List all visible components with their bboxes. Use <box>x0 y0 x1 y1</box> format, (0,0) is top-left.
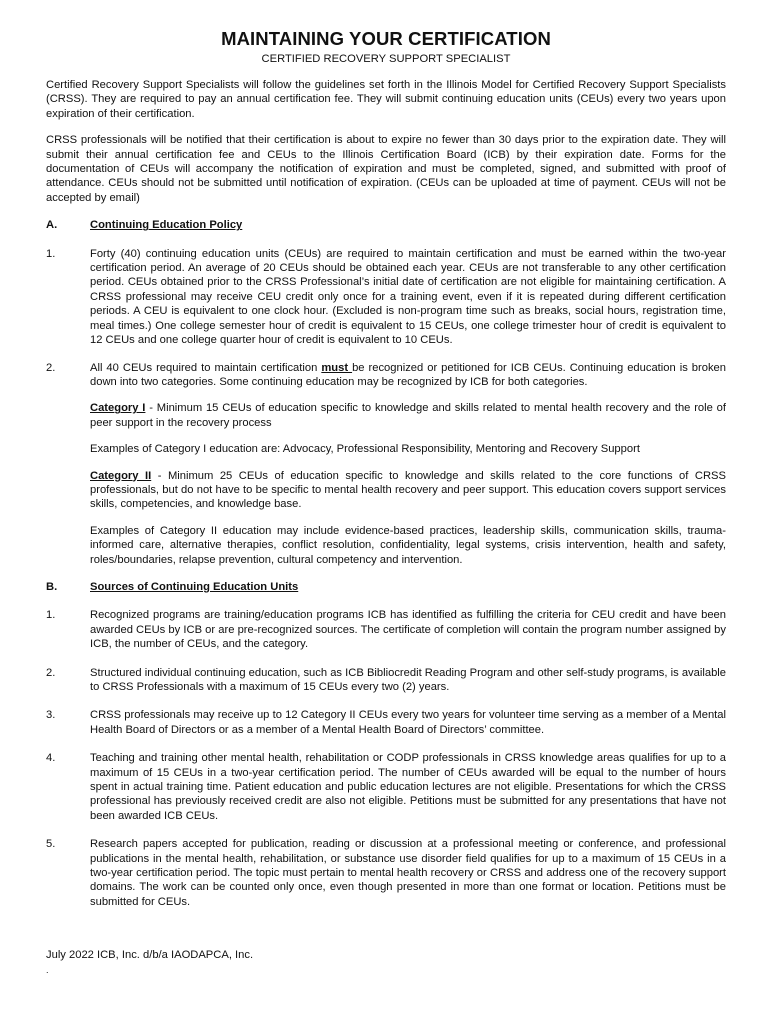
list-item-number: 4. <box>46 752 56 765</box>
list-item-text: Recognized programs are training/education programs ICB has identified as fulfilling the criteria for CEU credit and have been awarded CEUs by ICB or are pre-recognized sources. The certificate of completion will contain the program number assigned by ICB, the number of CEUs, and the category. <box>90 609 726 651</box>
list-item-number: 1. <box>46 609 56 622</box>
list-item <box>46 608 726 651</box>
emphasis-must: must <box>321 361 353 374</box>
list-item-number: 2. <box>46 666 56 679</box>
document-page <box>46 28 726 909</box>
section-b-title: Sources of Continuing Education Units <box>90 580 299 593</box>
section-b-heading <box>46 580 726 594</box>
category-2-text: - Minimum 25 CEUs of education specific to knowledge and skills related to the core functions of CRSS professionals, but do not have to be specific to mental health recovery and peer support. This education covers support services skills, competencies, and knowledge base. <box>90 469 726 511</box>
section-b-letter: B. <box>46 580 58 593</box>
category-1-paragraph <box>90 401 726 430</box>
category-1-text: - Minimum 15 CEUs of education specific to knowledge and skills related to mental health recovery and the role of peer support in the recovery process <box>90 402 726 429</box>
list-item <box>46 751 726 823</box>
category-2-examples: Examples of Category II education may include evidence-based practices, leadership skills, communication skills, trauma-informed care, alternative therapies, conflict resolution, confidentiality, legal systems, crisis intervention, health and safety, roles/boundaries, relapse prevention, cultural competency and intervention. <box>90 524 726 566</box>
list-item-number: 3. <box>46 709 56 722</box>
section-a-title: Continuing Education Policy <box>90 219 243 232</box>
page-title: MAINTAINING YOUR CERTIFICATION <box>221 28 551 49</box>
list-item <box>46 361 726 390</box>
section-a-heading <box>46 218 726 232</box>
list-item-text: Forty (40) continuing education units (CEUs) are required to maintain certification and must be earned within the two-year certification period. An average of 20 CEUs should be obtained each year. CEUs are not transferable to any other certification period. CEUs obtained prior to the CRSS Professional’s initial date of certification are not eligible for maintaining certification. A CRSS professional may receive CEU credit only once for a training event, even if it is repeated during different certification periods. A CEU is equivalent to one clock hour. (Excluded is non-program time such as breaks, social hours, registration time, meal times.) One college semester hour of credit is equivalent to 15 CEUs, one college trimester hour of credit is equivalent to 12 CEUs and one college quarter hour of credit is equivalent to 10 CEUs. <box>90 247 726 347</box>
list-item-text: Structured individual continuing education, such as ICB Bibliocredit Reading Program and other self-study programs, is available to CRSS Professionals with a maximum of 15 CEUs every two (2) years. <box>90 666 726 693</box>
category-2-label: Category II <box>90 469 152 482</box>
page-footer: July 2022 ICB, Inc. d/b/a IAODAPCA, Inc. <box>46 949 254 961</box>
list-item <box>46 708 726 737</box>
list-item-number: 2. <box>46 361 56 374</box>
list-item-number: 5. <box>46 838 56 851</box>
list-item-text: Research papers accepted for publication, reading or discussion at a professional meeting or conference, and professional publications in the mental health, rehabilitation, or substance use disorder field qualifies for up to a maximum of 15 CEUs in a two-year certification period. The topic must pertain to mental health recovery or CRSS and address one of the recovery support domains. The work can be counted only once, even though presented in more than one format or location. Petitions must be submitted for CEUs. <box>90 838 726 908</box>
list-item <box>46 247 726 348</box>
page-subtitle: CERTIFIED RECOVERY SUPPORT SPECIALIST <box>261 53 511 65</box>
item-text-part: be recognized or petitioned for ICB CEUs. Continuing education is broken down into two categories. Some continuing education may be recognized by ICB for both categories. <box>90 361 726 388</box>
intro-paragraph-1: Certified Recovery Support Specialists will follow the guidelines set forth in the Illinois Model for Certified Recovery Support Specialists (CRSS). They are required to pay an annual certification fee. They will submit continuing education units (CEUs) every two years upon expiration of their certification. <box>46 79 726 120</box>
list-item-text: CRSS professionals may receive up to 12 Category II CEUs every two years for volunteer time serving as a member of a Mental Health Board of Directors or as a member of a Mental Health Board of Directors’ committee. <box>90 709 726 736</box>
list-item-number: 1. <box>46 247 56 260</box>
list-item-text <box>90 361 726 390</box>
category-2-paragraph <box>90 469 726 512</box>
item-text-part: All 40 CEUs required to maintain certification <box>90 361 322 374</box>
footer-mark: . <box>46 965 49 975</box>
list-item <box>46 837 726 909</box>
category-1-examples: Examples of Category I education are: Advocacy, Professional Responsibility, Mentoring and Recovery Support <box>90 443 640 456</box>
intro-paragraph-2: CRSS professionals will be notified that their certification is about to expire no fewer than 30 days prior to the expiration date. They will submit their annual certification fee and CEUs to the Illinois Certification Board (ICB) by their expiration date. Forms for the documentation of CEUs will accompany the notification of expiration and must be completed, signed, and submitted with proof of attendance. CEUs should not be submitted until notification of expiration. (CEUs can be uploaded at time of payment. CEUs will not be accepted by email) <box>46 134 726 204</box>
list-item <box>46 666 726 695</box>
section-a-letter: A. <box>46 219 58 232</box>
list-item-text: Teaching and training other mental health, rehabilitation or CODP professionals in CRSS knowledge areas qualifies for up to a maximum of 15 CEUs in a two-year certification period. The number of CEUs awarded will be equal to the number of hours spent in actual training time. Patient education and public education lectures are not eligible. Presentations for which the CRSS professional has previously received credit are also not eligible. Petitions must be submitted for any presentations that have not been awarded ICB CEUs. <box>90 752 726 822</box>
category-1-label: Category I <box>90 402 146 415</box>
